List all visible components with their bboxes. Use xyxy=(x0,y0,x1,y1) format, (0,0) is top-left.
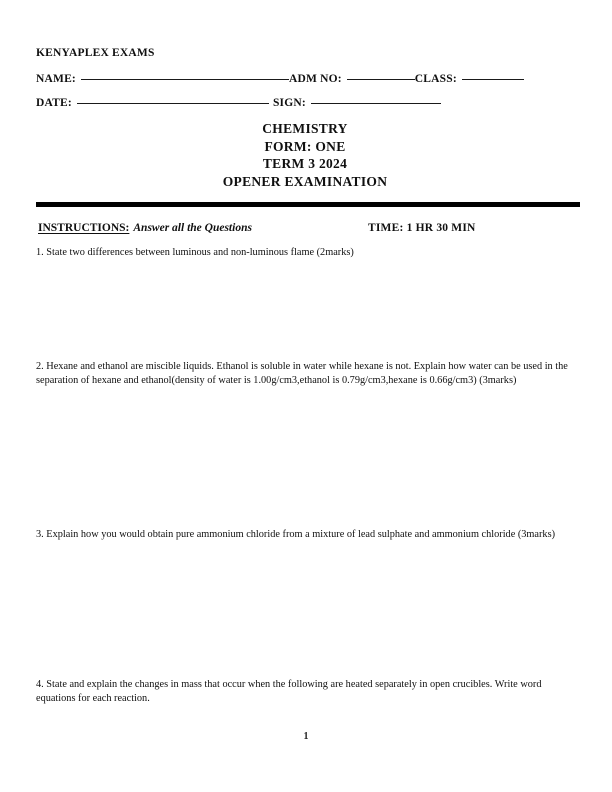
class-label: CLASS: xyxy=(414,73,457,85)
question-1: 1. State two differences between luminous and non-luminous flame (2marks) xyxy=(36,247,354,258)
instructions-text: Answer all the Questions xyxy=(133,222,252,234)
exam-term: TERM 3 2024 xyxy=(262,156,348,171)
header-divider xyxy=(36,202,580,207)
page-number: 1 xyxy=(303,731,309,742)
adm-no-label: ADM NO: xyxy=(288,73,342,85)
name-adm-class-row xyxy=(36,70,524,85)
exam-type: OPENER EXAMINATION xyxy=(222,173,388,189)
sign-input-line[interactable] xyxy=(311,94,441,104)
exam-time-allowed: TIME: 1 HR 30 MIN xyxy=(368,222,476,234)
name-label: NAME: xyxy=(36,73,76,85)
instructions-label: INSTRUCTIONS: xyxy=(38,222,130,234)
name-input-line[interactable] xyxy=(81,70,289,80)
sign-label: SIGN: xyxy=(272,97,306,109)
question-4: 4. State and explain the changes in mass that occur when the following are heated separately in open crucibles. Write word equations for each reaction. xyxy=(36,679,542,705)
adm-no-input-line[interactable] xyxy=(347,70,415,80)
date-label: DATE: xyxy=(36,97,72,109)
instructions-row xyxy=(38,222,582,234)
exam-form: FORM: ONE xyxy=(264,138,346,154)
question-3: 3. Explain how you would obtain pure ammonium chloride from a mixture of lead sulphate and ammonium chloride (3marks) xyxy=(36,529,556,540)
date-sign-row xyxy=(36,94,441,109)
question-2: 2. Hexane and ethanol are miscible liquids. Ethanol is soluble in water while hexane is not. Explain how water can be used in the separation of hexane and ethanol(density of water is 1.00g/cm3,ethanol is 0.79g/cm3,hexane is 0.66g/cm3) (3marks) xyxy=(36,361,568,387)
school-name: KENYAPLEX EXAMS xyxy=(36,47,155,59)
exam-title-block xyxy=(0,120,612,190)
date-input-line[interactable] xyxy=(77,94,269,104)
class-input-line[interactable] xyxy=(462,70,524,80)
exam-subject: CHEMISTRY xyxy=(262,121,348,136)
